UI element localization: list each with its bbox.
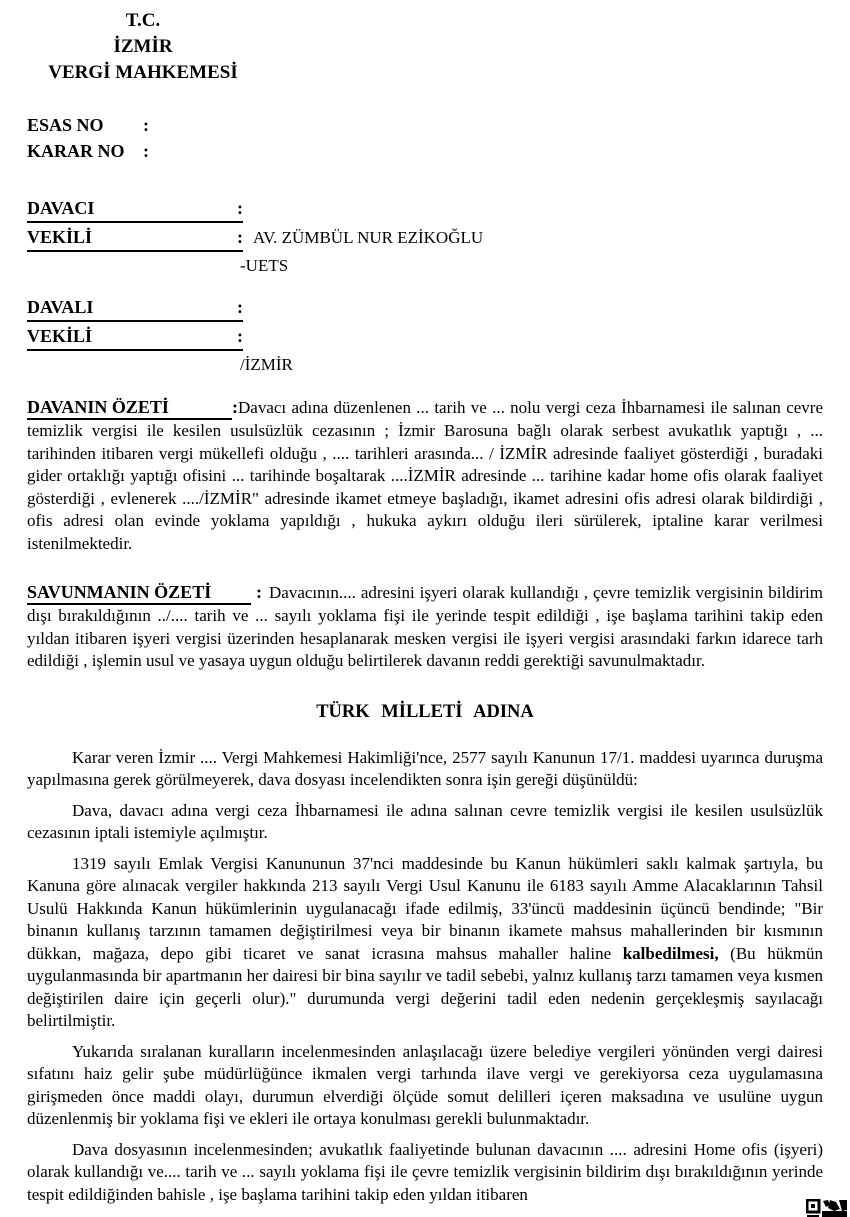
esas-no-label: ESAS NO bbox=[27, 115, 104, 135]
court-header-city: İZMİR bbox=[113, 36, 173, 57]
davali-vekili-label: VEKİLİ bbox=[27, 326, 93, 346]
decision-paragraph-2: Dava, davacı adına vergi ceza İhbarnamesi ile adına salınan cevre temizlik vergisi ile kesilen usulsüzlük cezasının iptali istemiyle açılmıştır. bbox=[27, 800, 823, 842]
davaci-vekili-address: -UETS bbox=[240, 256, 289, 275]
qr-code-icon bbox=[806, 1199, 848, 1217]
davaci-vekili-label: VEKİLİ bbox=[27, 227, 93, 247]
decision-paragraph-5: Dava dosyasının incelenmesinden; avukatlık faaliyetinde bulunan davacının .... adresini Home ofis (işyeri) olarak kullandığı ve.... tarih ve ... sayılı yoklama fişi ile çevre temizlik vergisinin bildirim dışı bırakıldığının yerinde tespit edildiğinden bahisle , işe başlama tarihini takip eden yıldan itibaren bbox=[27, 1139, 823, 1204]
statute-text-before: 1319 sayılı Emlak Vergisi Kanununun 37'nci maddesinde bu Kanun hükümleri saklı kalmak şartıyla, bu Kanuna göre alınacak vergiler hakkında 213 sayılı Vergi Usul Kanunu ile 6183 sayılı Amme Alacaklarının Tahsil Usulü Hakkında Kanun hükümlerinin uygulanacağı ifade edilmiş, 33'üncü maddesinin üçüncü bendinde; "Bir binanın kullanış tarzının tamamen değiştirilmesi veya bir binanın ikamete mahsus mahallerinden bir kısmının dükkan, mağaza, depo gibi ticaret ve sanat icrasına mahsus mahaller haline bbox=[27, 853, 823, 963]
esas-no-colon: : bbox=[143, 115, 149, 135]
davali-label: DAVALI bbox=[27, 297, 94, 317]
esas-no-row bbox=[27, 112, 823, 138]
davali-vekili-row bbox=[27, 324, 823, 351]
davaci-label: DAVACI bbox=[27, 198, 95, 218]
davali-vekili-label-area bbox=[27, 324, 243, 351]
karar-no-label: KARAR NO bbox=[27, 141, 125, 161]
karar-no-row bbox=[27, 138, 823, 164]
savunma-ozeti-paragraph bbox=[27, 581, 823, 673]
dava-ozeti-heading: DAVANIN ÖZETİ bbox=[27, 397, 232, 420]
court-header-court: VERGİ MAHKEMESİ bbox=[48, 62, 238, 83]
davali-vekili-colon: : bbox=[237, 326, 243, 346]
davaci-vekili-value: AV. ZÜMBÜL NUR EZİKOĞLU bbox=[253, 228, 484, 247]
statute-text-after: (Bu hükmün uygulanmasında bir apartmanın her dairesi bir bina sayılır ve tadil sebebi, yalnız kullanış tarzı tamamen veya kısmen değiştirilen daire için geçerli olur)." durumunda vergi değerini tadil eden nedenin gerçekleşmiş sayılacağı belirtilmiştir. bbox=[27, 943, 823, 1030]
davaci-label-area bbox=[27, 196, 243, 223]
savunma-ozeti-heading: SAVUNMANIN ÖZETİ bbox=[27, 582, 251, 605]
karar-no-colon: : bbox=[143, 141, 149, 161]
davali-colon: : bbox=[237, 297, 243, 317]
parties-section bbox=[27, 196, 823, 376]
davaci-colon: : bbox=[237, 198, 243, 218]
case-number-block bbox=[27, 112, 823, 164]
dava-ozeti-colon: : bbox=[232, 397, 238, 417]
savunma-ozeti-text: Davacının.... adresini işyeri olarak kullandığı , çevre temizlik vergisinin bildirim dışı bırakıldığının ../.... tarih ve ... sayılı yoklama fişi ile yerinde tespit edildiği , işe başlama tarihini takip eden yıldan itibaren işyeri vergisi üzerinden hesaplanarak mesken vergisi ile işyeri vergisi arasındaki farkın idarece tarh edildiği , işlemin usul ve yasaya uygun olduğu belirtilerek davanın reddi gerektiği savunulmaktadır. bbox=[27, 583, 823, 670]
davali-row bbox=[27, 295, 823, 322]
court-header bbox=[27, 8, 259, 86]
davaci-row bbox=[27, 196, 823, 223]
statute-bold-term: kalbedilmesi, bbox=[622, 943, 719, 963]
davaci-vekili-colon: : bbox=[237, 227, 243, 247]
party-spacer bbox=[27, 277, 823, 295]
davali-vekili-address: /İZMİR bbox=[240, 355, 293, 374]
dava-ozeti-text: Davacı adına düzenlenen ... tarih ve ... nolu vergi ceza İhbarnamesi ile salınan cevre temizlik vergisi ile kesilen usulsüzlük cezasının ; İzmir Barosuna bağlı olarak serbest avukatlık yaptığı , ... tarihinden itibaren vergi mükellefi olduğu , .... tarihleri arasında... / İZMİR adresinde faaliyet gösterdiği , buradaki gider ortaklığı yaptığı ofisini ... tarihinde boşaltarak ....İZMİR adresinde ... tarihine kadar home ofis olarak faaliyet gösterdiği , evlenerek ..../İZMİR" adresinde ikamet etmeye başladığı, ikamet adresini ofis adresi olarak bildirdiği , ofis adresi olan evinde yoklama yapıldığı , hukuka aykırı olduğu ileri sürülerek, iptaline karar verilmesi istenilmektedir. bbox=[27, 398, 823, 553]
dava-ozeti-paragraph bbox=[27, 396, 823, 555]
decision-paragraph-1: Karar veren İzmir .... Vergi Mahkemesi Hakimliği'nce, 2577 sayılı Kanunun 17/1. maddesi uyarınca duruşma yapılmasına gerek görülmeyerek, dava dosyası incelendikten sonra işin gereği düşünüldü: bbox=[27, 747, 823, 789]
decision-paragraph-4: Yukarıda sıralanan kuralların incelenmesinden anlaşılacağı üzere belediye vergileri yönünden vergi dairesi sıfatını haiz gelir şube müdürlüğünce ikmalen vergi tarhında ilave vergi ve gerekiyorsa ceza uygulamasına girişmeden önce maddi olayı, durumun elverdiği ölçüde somut delilleri içeren maksadına ve usulüne uygun düzenlenmiş bir yoklama fişi ve ekleri ile ortaya konulması gerekli bulunmaktadır. bbox=[27, 1041, 823, 1128]
davaci-vekili-row bbox=[27, 225, 823, 252]
davali-label-area bbox=[27, 295, 243, 322]
ruling-heading: TÜRK MİLLETİ ADINA bbox=[316, 701, 534, 722]
statute-paragraph bbox=[27, 853, 823, 1033]
court-header-tc: T.C. bbox=[125, 10, 161, 31]
davaci-vekili-label-area bbox=[27, 225, 243, 252]
savunma-ozeti-colon: : bbox=[256, 582, 262, 602]
